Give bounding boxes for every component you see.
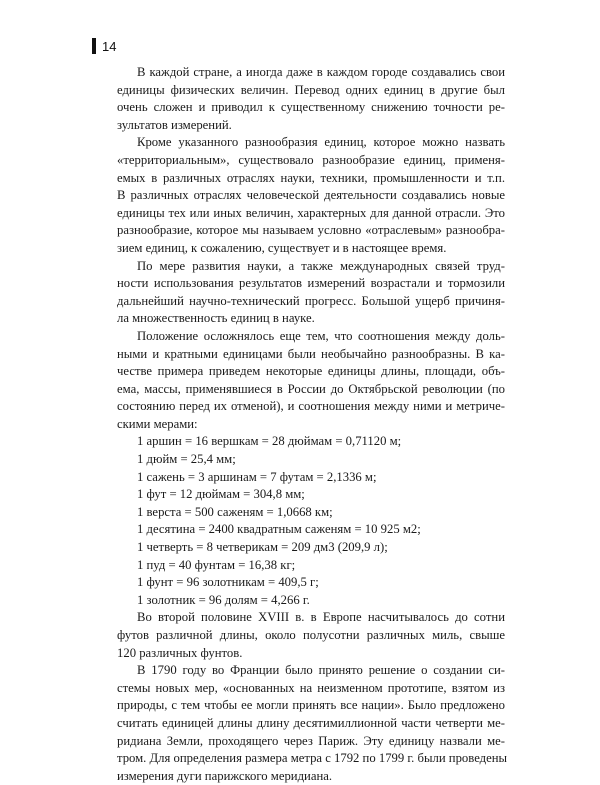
- text-line: стемы новых мер, «основанных на неизменном прототипе, взятом из: [117, 680, 505, 695]
- text-line: В 1790 году во Франции было принято решение о создании си-: [137, 663, 505, 678]
- text-line: природы, с тем чтобы ее могли принять все нации». Было предложено: [117, 698, 505, 713]
- measure-item: 1 четверть = 8 четверикам = 209 дм3 (209,9 л);: [137, 540, 388, 555]
- paragraph: [117, 328, 505, 434]
- text-line: Кроме указанного разнообразия единиц, которое можно назвать: [137, 135, 505, 150]
- header-bar-marker: [92, 38, 96, 54]
- text-line: разнообразие, которое мы называем условно «отраслевым» разнообра-: [117, 223, 505, 238]
- text-line: ла множественность единиц в науке.: [117, 311, 315, 326]
- text-line: измерения дуги парижского меридиана.: [117, 768, 333, 783]
- measure-item: 1 сажень = 3 аршинам = 7 футам = 2,1336 м;: [137, 469, 377, 484]
- measure-item: 1 дюйм = 25,4 мм;: [137, 452, 236, 467]
- paragraph: [117, 134, 505, 257]
- text-line: Во второй половине XVIII в. в Европе насчитывалось до сотни: [137, 610, 505, 625]
- text-line: ности использования результатов измерений возрастали и тормозили: [117, 276, 505, 291]
- text-line: скими мерами:: [117, 416, 198, 431]
- text-line: футов различной длины, около полусотни различных миль, свыше: [117, 628, 505, 642]
- paragraph: [117, 662, 508, 785]
- measure-item: 1 золотник = 96 долям = 4,266 г.: [137, 592, 310, 607]
- text-line: зультатов измерений.: [117, 117, 232, 132]
- body-text: [117, 64, 508, 785]
- text-line: дальнейший научно-технический прогресс. Большой ущерб причиня-: [117, 293, 505, 308]
- text-line: По мере развития науки, а также международных связей труд-: [137, 258, 505, 273]
- text-line: ридиана Земли, проходящего через Париж. Эту единицу назвали ме-: [117, 733, 505, 748]
- text-line: единицы физических величин. Перевод одних единиц в другие был: [117, 82, 505, 97]
- text-line: ными и кратными единицами были необычайно разнообразны. В ка-: [117, 346, 505, 361]
- paragraph: [117, 64, 505, 134]
- text-line: состоянию перед их отменой), и соотношения между ними и метриче-: [117, 399, 505, 414]
- paragraph: [117, 609, 505, 662]
- measure-item: 1 фут = 12 дюймам = 304,8 мм;: [137, 487, 305, 502]
- paragraph: [117, 258, 505, 328]
- text-line: В каждой стране, а иногда даже в каждом городе создавались свои: [137, 65, 505, 79]
- text-line: Положение осложнялось еще тем, что соотношения между доль-: [137, 328, 505, 343]
- text-line: очень сложен и приводил к существенному снижению точности ре-: [117, 100, 505, 115]
- measure-item: 1 верста = 500 саженям = 1,0668 км;: [137, 504, 333, 519]
- page-number: 14: [102, 38, 117, 54]
- text-line: единицы тех или иных величин, характерных для данной отрасли. Это: [117, 205, 505, 220]
- text-line: тром. Для определения размера метра с 1792 по 1799 г. были проведены: [117, 751, 508, 766]
- measure-item: 1 пуд = 40 фунтам = 16,38 кг;: [137, 557, 296, 572]
- measure-item: 1 аршин = 16 вершкам = 28 дюймам = 0,71120 м;: [137, 434, 402, 449]
- text-line: «территориальным», существовало разнообразие единиц, применя-: [117, 152, 505, 167]
- text-line: честве примера приведем некоторые единицы длины, площади, объ-: [117, 364, 505, 379]
- text-line: В различных отраслях человеческой деятельности создавались новые: [117, 188, 505, 203]
- text-line: зием единиц, к сожалению, существует и в настоящее время.: [117, 240, 447, 255]
- text-line: емых в различных отраслях науки, техники, промышленности и т.п.: [117, 170, 505, 185]
- text-line: считать единицей длины длину десятимиллионной части четверти ме-: [117, 715, 505, 730]
- text-line: ема, массы, применявшиеся в России до Октябрьской революции (по: [117, 381, 505, 396]
- measure-item: 1 фунт = 96 золотникам = 409,5 г;: [137, 575, 319, 590]
- text-line: 120 различных фунтов.: [117, 645, 243, 660]
- measures-list: [117, 433, 505, 609]
- page-header: [92, 38, 116, 54]
- measure-item: 1 десятина = 2400 квадратным саженям = 10 925 м2;: [137, 522, 421, 537]
